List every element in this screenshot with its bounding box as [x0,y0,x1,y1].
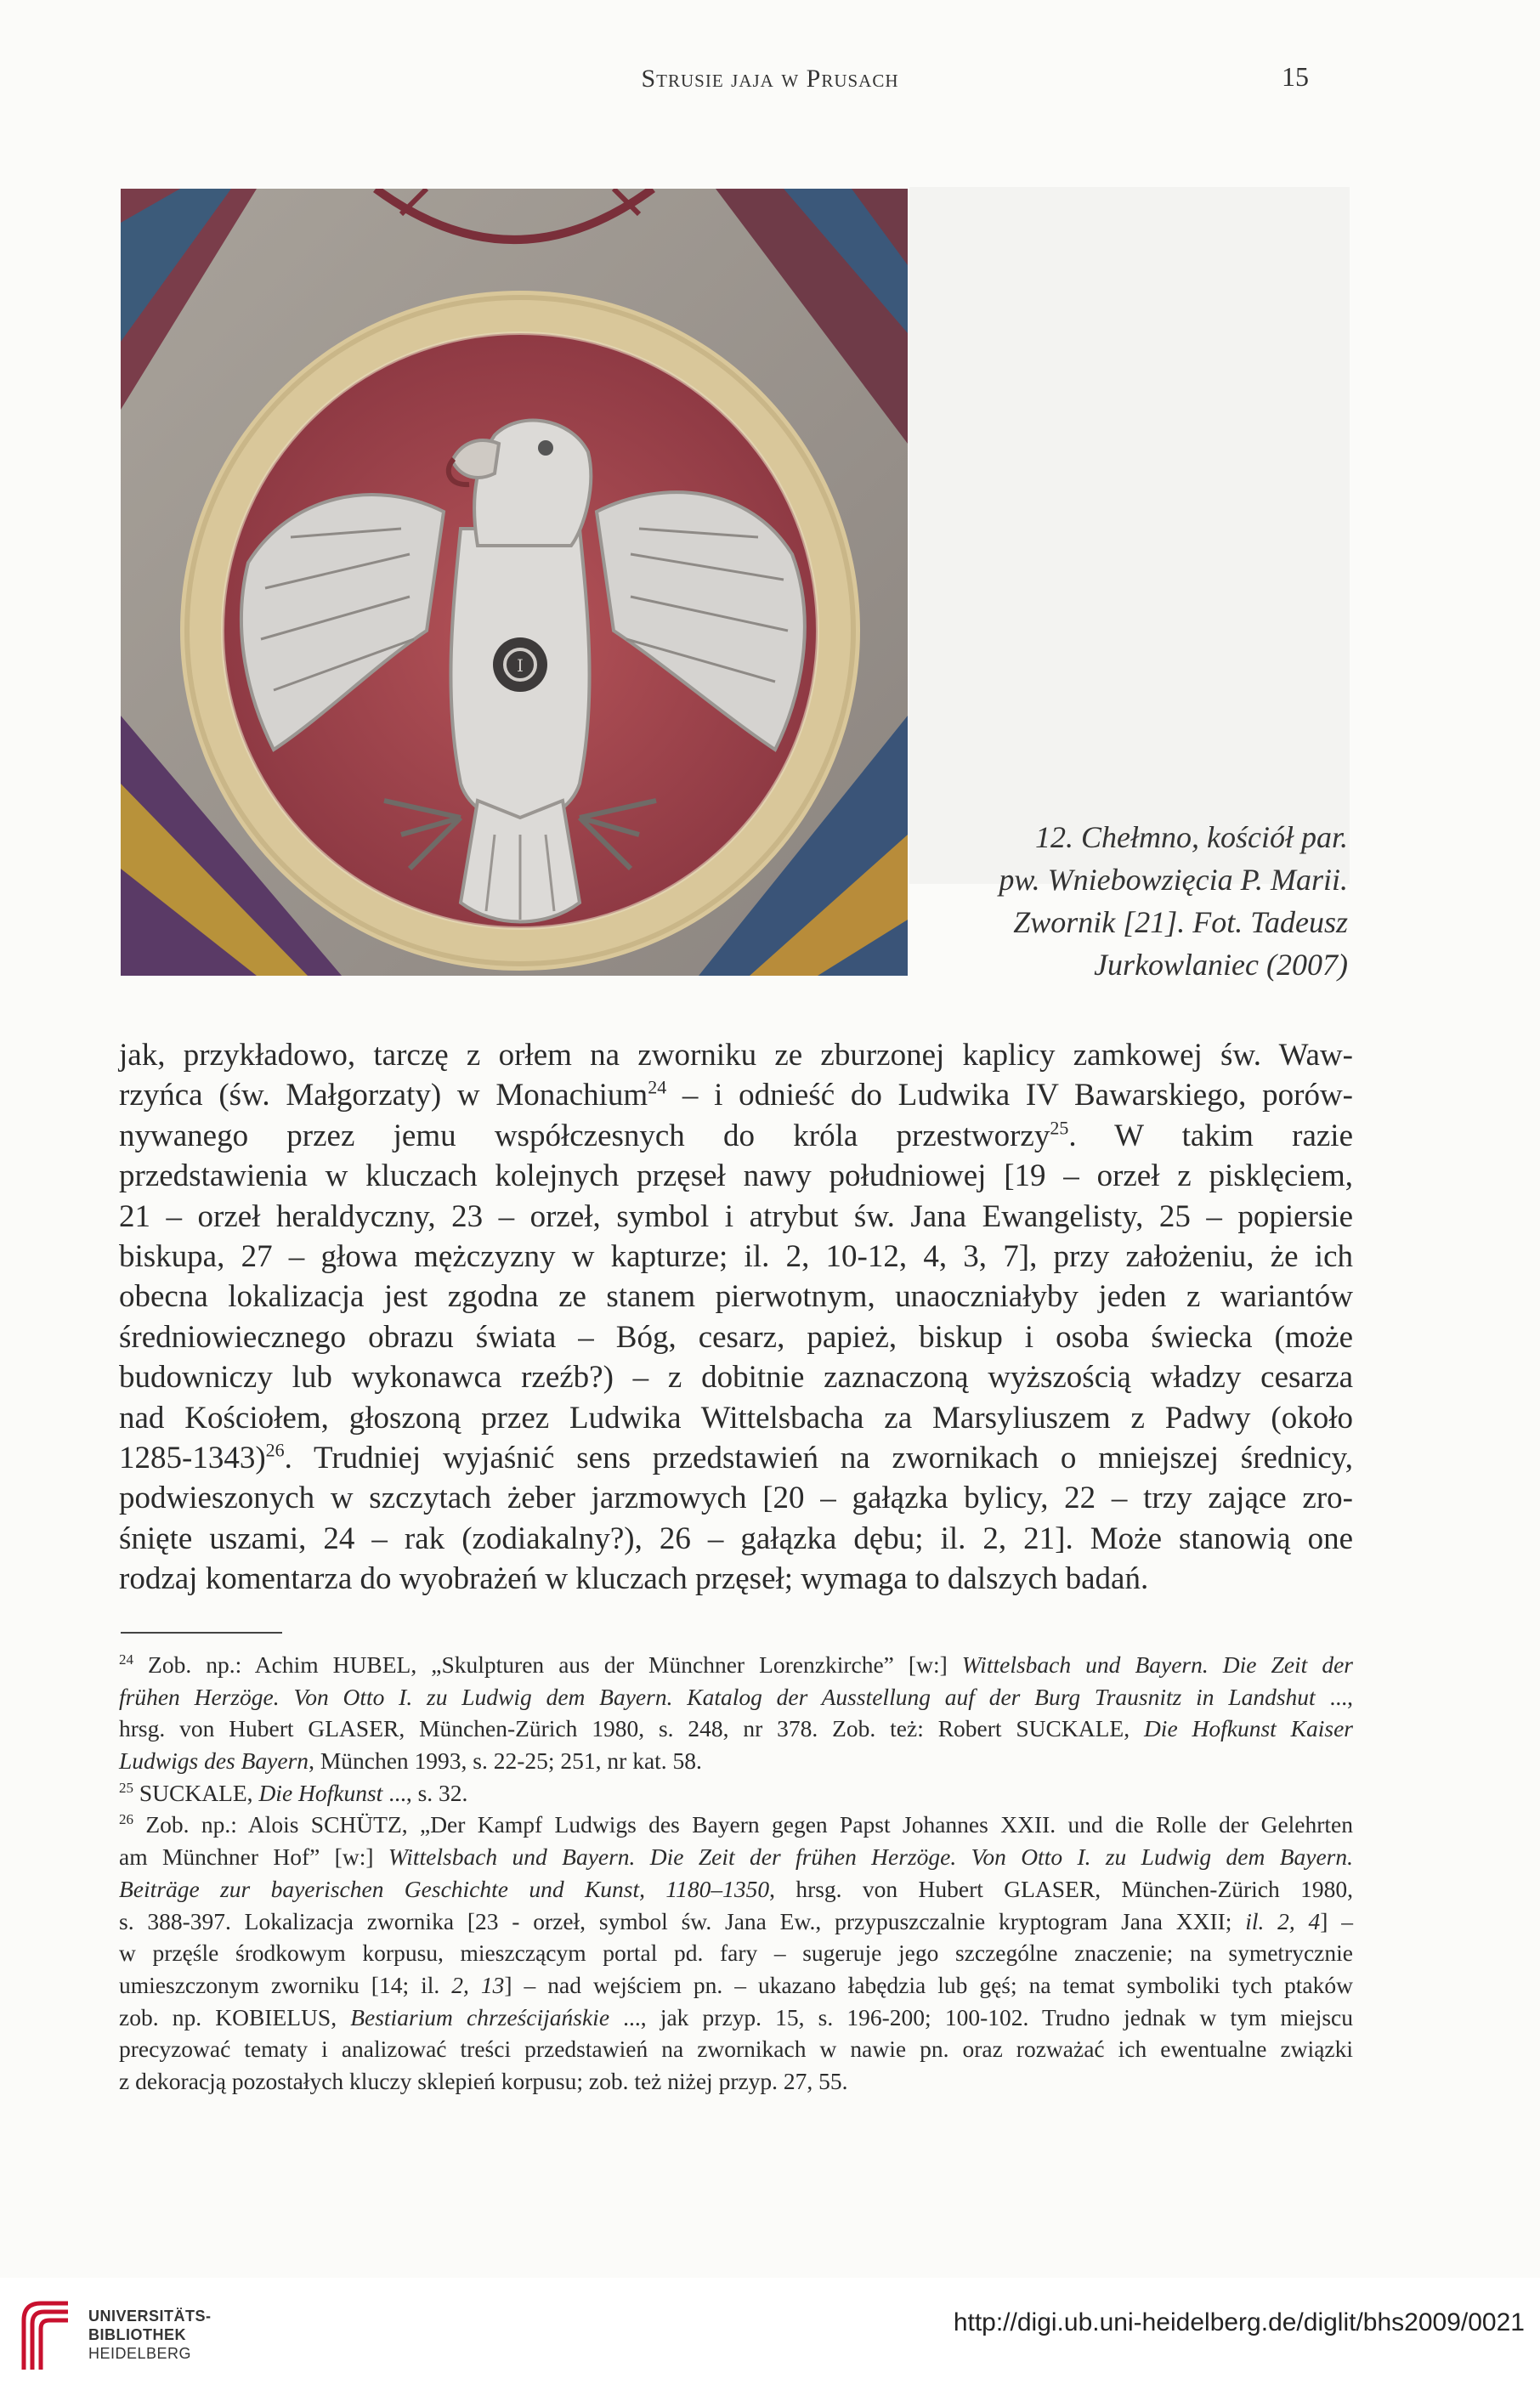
running-header-title: Strusie jaja w Prusach [641,65,899,93]
body-text-line: przedstawienia w kluczach kolejnych przęseł nawy południowej [19 – orzeł z pisklęciem, [119,1158,1353,1194]
svg-text:I: I [517,655,524,676]
page-number: 15 [1282,61,1309,92]
source-url-link[interactable]: http://digi.ub.uni-heidelberg.de/diglit/bhs2009/0021 [953,2308,1525,2336]
caption-line: 12. Chełmno, kościół par. [1035,820,1348,854]
main-paragraph [119,1035,1353,1599]
footnote-line: $^{26}$ Zob. np.: Alois SCHÜTZ, „Der Kampf Ludwigs des Bayern gegen Papst Johannes XXII. und die Rolle der Gelehrten [119,1811,1353,1838]
body-text-line: rodzaj komentarza do wyobrażeń w kluczach przęseł; wymaga to dalszych badań. [119,1561,1149,1597]
library-name-line: BIBLIOTHEK [88,2326,186,2343]
footnote-line: $^{25}$ SUCKALE, Die Hofkunst ..., s. 32. [119,1779,468,1806]
body-text-line: śnięte uszami, 24 – rak (zodiakalny?), 26 – gałązka dębu; il. 2, 21]. Może stanowią one [119,1521,1353,1556]
footnote-line: Ludwigs des Bayern, München 1993, s. 22-25; 251, nr kat. 58. [119,1747,702,1775]
footnote-line: $^{24}$ Zob. np.: Achim HUBEL, „Skulpturen aus der Münchner Lorenzkirche” [w:] Wittelsbach und Bayern. Die Zeit der [119,1651,1353,1678]
footnote-marker: 25 [119,1779,133,1796]
caption-line: Jurkowlaniec (2007) [1094,948,1348,982]
footnote-line: z dekoracją pozostałych kluczy sklepień korpusu; zob. też niżej przyp. 27, 55. [119,2067,848,2094]
body-text-line: rzyńca (św. Małgorzaty) w Monachium$^{24}$ – i odnieść do Ludwika IV Bawarskiego, porów- [119,1077,1353,1113]
figure-caption [909,816,1348,986]
body-text-line: jak, przykładowo, tarczę z orłem na zworniku ze zburzonej kaplicy zamkowej św. Waw- [119,1038,1353,1073]
body-text-line: nywanego przez jemu współczesnych do króla przestworzy$^{25}$. W takim razie [119,1117,1353,1153]
footnote-line: umieszczonym zworniku [14; il. 2, 13] – nad wejściem pn. – ukazano łabędzia lub gęś; na temat symboliki tych ptaków [119,1971,1353,1998]
footnote-marker: 26 [265,1439,285,1461]
footnote-line: Beiträge zur bayerischen Geschichte und Kunst, 1180–1350, hrsg. von Hubert GLASER, München-Zürich 1980, [119,1875,1353,1902]
footnote-separator [121,1632,282,1634]
footnote-marker: 25 [1050,1117,1069,1139]
footnote-line: zob. np. KOBIELUS, Bestiarium chrześcijańskie ..., jak przyp. 15, s. 196-200; 100-102. Trudno jednak w tym miejscu [119,2003,1353,2030]
caption-line: Zwornik [21]. Fot. Tadeusz [1013,905,1348,939]
footnote-marker: 24 [648,1077,667,1099]
body-text-line: średniowiecznego obrazu świata – Bóg, cesarz, papież, biskup i osoba świecka (może [119,1319,1353,1355]
body-text-line: obecna lokalizacja jest zgodna ze stanem pierwotnym, unaoczniałyby jeden z wariantów [119,1279,1353,1315]
body-text-line: biskupa, 27 – głowa mężczyzny w kapturze; il. 2, 10-12, 4, 3, 7], przy założeniu, że ich [119,1238,1353,1274]
library-name-line: HEIDELBERG [88,2345,192,2362]
footnotes [119,1649,1353,2098]
caption-line: pw. Wniebowzięcia P. Marii. [999,863,1348,897]
footnote-line: hrsg. von Hubert GLASER, München-Zürich 1980, s. 248, nr 378. Zob. też: Robert SUCKALE, Die Hofkunst Kaiser [119,1715,1353,1742]
page-bleed-through [909,187,1350,884]
body-text-line: budowniczy lub wykonawca rzeźb?) – z dobitnie zaznaczoną wyższością władzy cesarza [119,1360,1353,1396]
footnote-line: w przęśle środkowym korpusu, mieszczącym portal pd. fary – sugeruje jego szczególne znaczenie; na symetrycznie [119,1940,1353,1967]
library-logo-icon [15,2295,76,2373]
footnote-marker: 24 [119,1651,133,1668]
figure-keystone-photo [121,189,908,976]
library-name [88,2307,212,2363]
library-name-line: UNIVERSITÄTS- [88,2308,212,2325]
body-text-line: 21 – orzeł heraldyczny, 23 – orzeł, symbol i atrybut św. Jana Ewangelisty, 25 – popiersie [119,1198,1353,1234]
footnote-line: precyzować tematy i analizować treści przedstawień na zwornikach w nawie pn. oraz rozważać ich ewentualne związki [119,2036,1353,2063]
body-text-line: 1285-1343)$^{26}$. Trudniej wyjaśnić sens przedstawień na zwornikach o mniejszej średnicy, [119,1439,1353,1475]
footnote-line: s. 388-397. Lokalizacja zwornika [23 - orzeł, symbol św. Jana Ew., przypuszczalnie kryptogram Jana XXII; il. 2, 4] – [119,1907,1353,1934]
body-text-line: nad Kościołem, głoszoną przez Ludwika Wittelsbacha za Marsyliuszem z Padwy (około [119,1400,1353,1436]
footnote-line: frühen Herzöge. Von Otto I. zu Ludwig dem Bayern. Katalog der Ausstellung auf der Burg Trausnitz in Landshut ..., [119,1683,1353,1710]
body-text-line: podwieszonych w szczytach żeber jarzmowych [20 – gałązka bylicy, 22 – trzy zające zro- [119,1481,1353,1516]
footnote-marker: 26 [119,1811,133,1828]
footnote-line: am Münchner Hof” [w:] Wittelsbach und Bayern. Die Zeit der frühen Herzöge. Von Otto I. zu Ludwig dem Bayern. [119,1843,1354,1871]
eagle-keystone-image [121,189,908,976]
